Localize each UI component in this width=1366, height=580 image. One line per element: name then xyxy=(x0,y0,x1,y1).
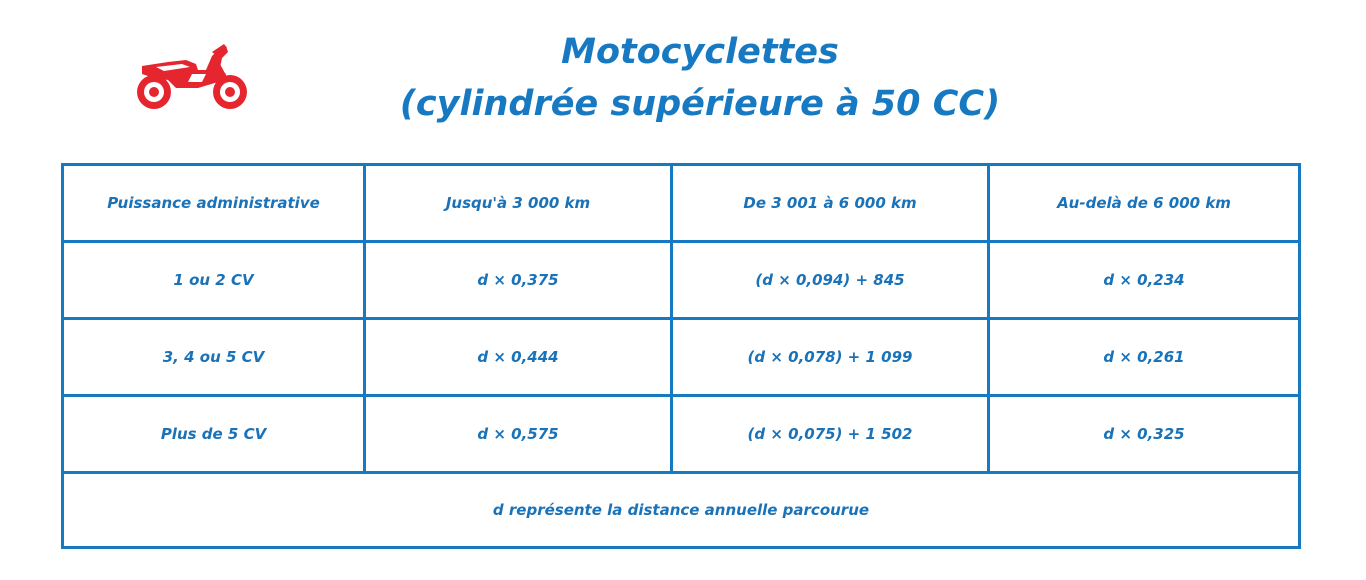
table-cell: d × 0,234 xyxy=(989,242,1300,319)
table-cell: d × 0,575 xyxy=(365,396,672,473)
table-cell: d × 0,444 xyxy=(365,319,672,396)
table-cell: (d × 0,094) + 845 xyxy=(672,242,989,319)
table-header-row xyxy=(63,165,1300,242)
table-header-cell: Jusqu'à 3 000 km xyxy=(365,165,672,242)
motorcycle-icon xyxy=(134,40,250,112)
table-cell: 3, 4 ou 5 CV xyxy=(63,319,365,396)
table-cell: d × 0,325 xyxy=(989,396,1300,473)
table-header-cell: De 3 001 à 6 000 km xyxy=(672,165,989,242)
table-row xyxy=(63,319,1300,396)
title-line-1: Motocyclettes xyxy=(561,32,839,72)
table-footnote: d représente la distance annuelle parcourue xyxy=(63,473,1300,548)
page-title xyxy=(300,26,1100,130)
table-header-cell: Au-delà de 6 000 km xyxy=(989,165,1300,242)
table-row xyxy=(63,242,1300,319)
table-footnote-row xyxy=(63,473,1300,548)
title-line-2: (cylindrée supérieure à 50 CC) xyxy=(399,84,1001,124)
table-cell: d × 0,375 xyxy=(365,242,672,319)
rates-table xyxy=(61,163,1301,549)
table-row xyxy=(63,396,1300,473)
table-cell: d × 0,261 xyxy=(989,319,1300,396)
table-header-cell: Puissance administrative xyxy=(63,165,365,242)
table-cell: (d × 0,075) + 1 502 xyxy=(672,396,989,473)
table-cell: 1 ou 2 CV xyxy=(63,242,365,319)
table-cell: (d × 0,078) + 1 099 xyxy=(672,319,989,396)
table-cell: Plus de 5 CV xyxy=(63,396,365,473)
